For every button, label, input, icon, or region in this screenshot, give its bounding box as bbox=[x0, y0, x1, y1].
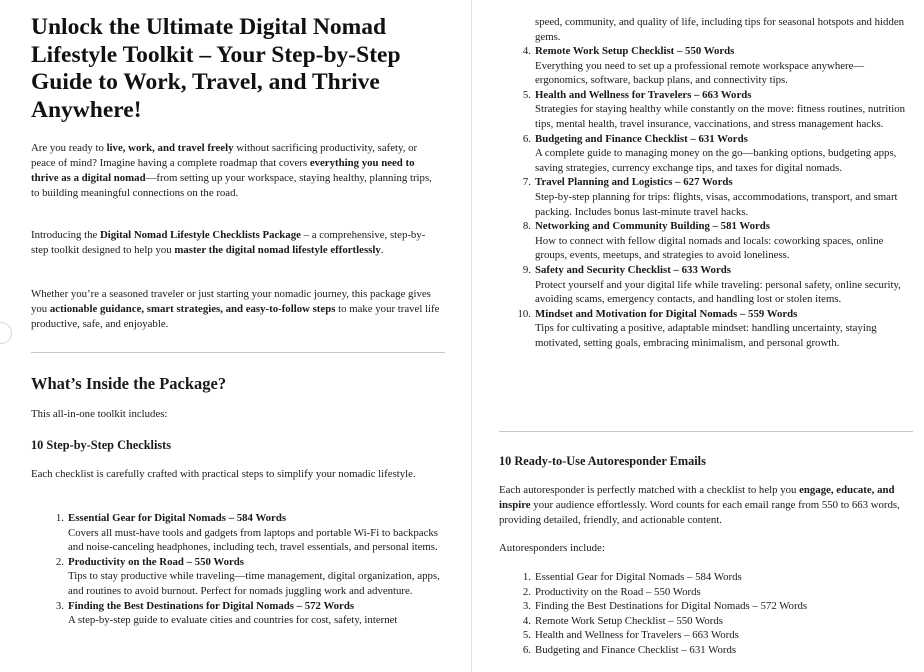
list-item-number: 8. bbox=[522, 220, 531, 233]
emails-heading: 10 Ready-to-Use Autoresponder Emails bbox=[499, 454, 706, 468]
list-item-number: 4. bbox=[522, 45, 531, 57]
list-item bbox=[522, 614, 910, 629]
checklist-list-part-1 bbox=[55, 511, 453, 628]
list-item-number: 6. bbox=[522, 643, 531, 656]
list-item-text: Remote Work Setup Checklist – 550 Words bbox=[535, 614, 723, 627]
list-item-number: 3. bbox=[55, 599, 64, 612]
checklist-list-part-2 bbox=[517, 44, 910, 350]
list-item-number: 6. bbox=[522, 132, 531, 145]
list-item-title: Travel Planning and Logistics – 627 Words bbox=[535, 176, 733, 189]
list-item-title: Safety and Security Checklist – 633 Words bbox=[535, 263, 731, 276]
checklists-heading: 10 Step-by-Step Checklists bbox=[31, 438, 172, 452]
list-item-number: 9. bbox=[522, 263, 531, 276]
list-item-title: Networking and Community Building – 581 Words bbox=[535, 220, 770, 233]
list-item-description: Step-by-step planning for trips: flights, visas, accommodations, transport, and smart packing. Includes bonus last-minute travel hacks. bbox=[535, 190, 898, 218]
list-item-number: 2. bbox=[55, 555, 64, 568]
page-gutter bbox=[471, 0, 472, 672]
list-item bbox=[55, 511, 453, 555]
list-item bbox=[522, 585, 910, 600]
list-item-number: 4. bbox=[522, 614, 531, 627]
list-item-continued-description: speed, community, and quality of life, including tips for seasonal hotspots and hidden gems. bbox=[535, 16, 905, 43]
list-item bbox=[522, 599, 910, 614]
list-item-description: Strategies for staying healthy while constantly on the move: fitness routines, nutrition tips, mental health, travel insurance, vaccinations, and stress management hacks. bbox=[535, 103, 906, 130]
list-item-title: Health and Wellness for Travelers – 663 Words bbox=[535, 88, 752, 101]
list-item-title: Essential Gear for Digital Nomads – 584 Words bbox=[68, 512, 287, 524]
list-item-title: Productivity on the Road – 550 Words bbox=[68, 555, 244, 568]
autoresponders-label: Autoresponders include: bbox=[499, 542, 605, 554]
list-item bbox=[522, 132, 910, 176]
list-item-text: Health and Wellness for Travelers – 663 Words bbox=[535, 629, 739, 642]
list-item bbox=[522, 175, 910, 219]
list-item-number: 1. bbox=[522, 571, 531, 583]
list-item-text: Finding the Best Destinations for Digital Nomads – 572 Words bbox=[535, 600, 808, 613]
right-page bbox=[478, 0, 924, 672]
checklists-intro: Each checklist is carefully crafted with practical steps to simplify your nomadic lifestyle. bbox=[31, 468, 416, 480]
section-divider bbox=[31, 352, 445, 353]
list-item-description: Protect yourself and your digital life while traveling: personal safety, online security, avoiding scams, emergency contacts, and handling lost or stolen items. bbox=[535, 278, 901, 306]
list-item-number: 5. bbox=[522, 88, 531, 101]
list-item-number: 1. bbox=[55, 512, 64, 524]
intro-paragraph-1: Are you ready to live, work, and travel freely without sacrificing productivity, safety, or peace of mind? Imagine having a complete roadmap that covers everything you need to thrive as a digital nomad—from setting up your workspace, staying healthy, planning trips, to building meaningful connections on the road. bbox=[31, 142, 432, 199]
list-item-title: Remote Work Setup Checklist – 550 Words bbox=[535, 45, 735, 57]
list-item-description: How to connect with fellow digital nomads and locals: coworking spaces, online groups, events, meetups, and strategies to avoid loneliness. bbox=[535, 234, 884, 262]
list-item-description: Tips for cultivating a positive, adaptable mindset: handling uncertainty, staying motivated, setting goals, embracing minimalism, and personal growth. bbox=[535, 322, 877, 349]
list-item bbox=[522, 44, 910, 88]
list-item-text: Essential Gear for Digital Nomads – 584 Words bbox=[535, 571, 742, 583]
list-item bbox=[55, 555, 453, 599]
list-item-description: A step-by-step guide to evaluate cities and countries for cost, safety, internet bbox=[68, 614, 398, 627]
list-item-number: 2. bbox=[522, 585, 531, 598]
list-item-description: Covers all must-have tools and gadgets from laptops and portable Wi-Fi to backpacks and noise-canceling headphones, including tech, travel essentials, and personal items. bbox=[68, 526, 438, 554]
list-item-title: Mindset and Motivation for Digital Nomads – 559 Words bbox=[535, 307, 798, 320]
page-edge-scroll-handle[interactable] bbox=[0, 322, 12, 344]
list-item bbox=[522, 88, 910, 132]
list-item bbox=[522, 643, 910, 658]
section-intro: This all-in-one toolkit includes: bbox=[31, 408, 168, 420]
autoresponder-list bbox=[522, 570, 910, 658]
page-title: Unlock the Ultimate Digital Nomad Lifestyle Toolkit – Your Step-by-Step Guide to Work, Travel, and Thrive Anywhere! bbox=[31, 14, 401, 123]
list-item-text: Productivity on the Road – 550 Words bbox=[535, 585, 701, 598]
list-item bbox=[522, 263, 910, 307]
intro-paragraph-2: Introducing the Digital Nomad Lifestyle Checklists Package – a comprehensive, step-by-step toolkit designed to help you master the digital nomad lifestyle effortlessly. bbox=[31, 229, 426, 256]
list-item bbox=[522, 570, 910, 585]
intro-paragraph-3: Whether you’re a seasoned traveler or just starting your nomadic journey, this package gives you actionable guidance, smart strategies, and easy-to-follow steps to make your travel life productive, safe, and enjoyable. bbox=[31, 288, 440, 330]
list-item bbox=[522, 628, 910, 643]
list-item-text: Budgeting and Finance Checklist – 631 Words bbox=[535, 643, 737, 656]
list-item-number: 7. bbox=[522, 176, 531, 189]
section-divider bbox=[499, 431, 913, 432]
list-item-number: 5. bbox=[522, 629, 531, 642]
list-item bbox=[522, 219, 910, 263]
list-item-title: Budgeting and Finance Checklist – 631 Words bbox=[535, 132, 748, 145]
section-heading: What’s Inside the Package? bbox=[31, 374, 227, 393]
list-item-title: Finding the Best Destinations for Digital Nomads – 572 Words bbox=[68, 599, 355, 612]
list-item bbox=[517, 307, 910, 351]
list-item-description: A complete guide to managing money on the go—banking options, budgeting apps, saving strategies, currency exchange tips, and taxes for digital nomads. bbox=[535, 147, 897, 174]
list-item-number: 10. bbox=[517, 307, 531, 320]
list-item bbox=[55, 599, 453, 628]
list-item-number: 3. bbox=[522, 600, 531, 613]
list-item-description: Everything you need to set up a professional remote workspace anywhere—ergonomics, software, backup plans, and connectivity tips. bbox=[535, 59, 865, 87]
emails-intro: Each autoresponder is perfectly matched with a checklist to help you engage, educate, and inspire your audience effortlessly. Word counts for each email range from 550 to 663 words, providing detailed, friendly, and actionable content. bbox=[499, 484, 900, 526]
list-item-description: Tips to stay productive while traveling—time management, digital organization, apps, and routines to avoid burnout. Perfect for nomads juggling work and adventure. bbox=[68, 570, 440, 597]
